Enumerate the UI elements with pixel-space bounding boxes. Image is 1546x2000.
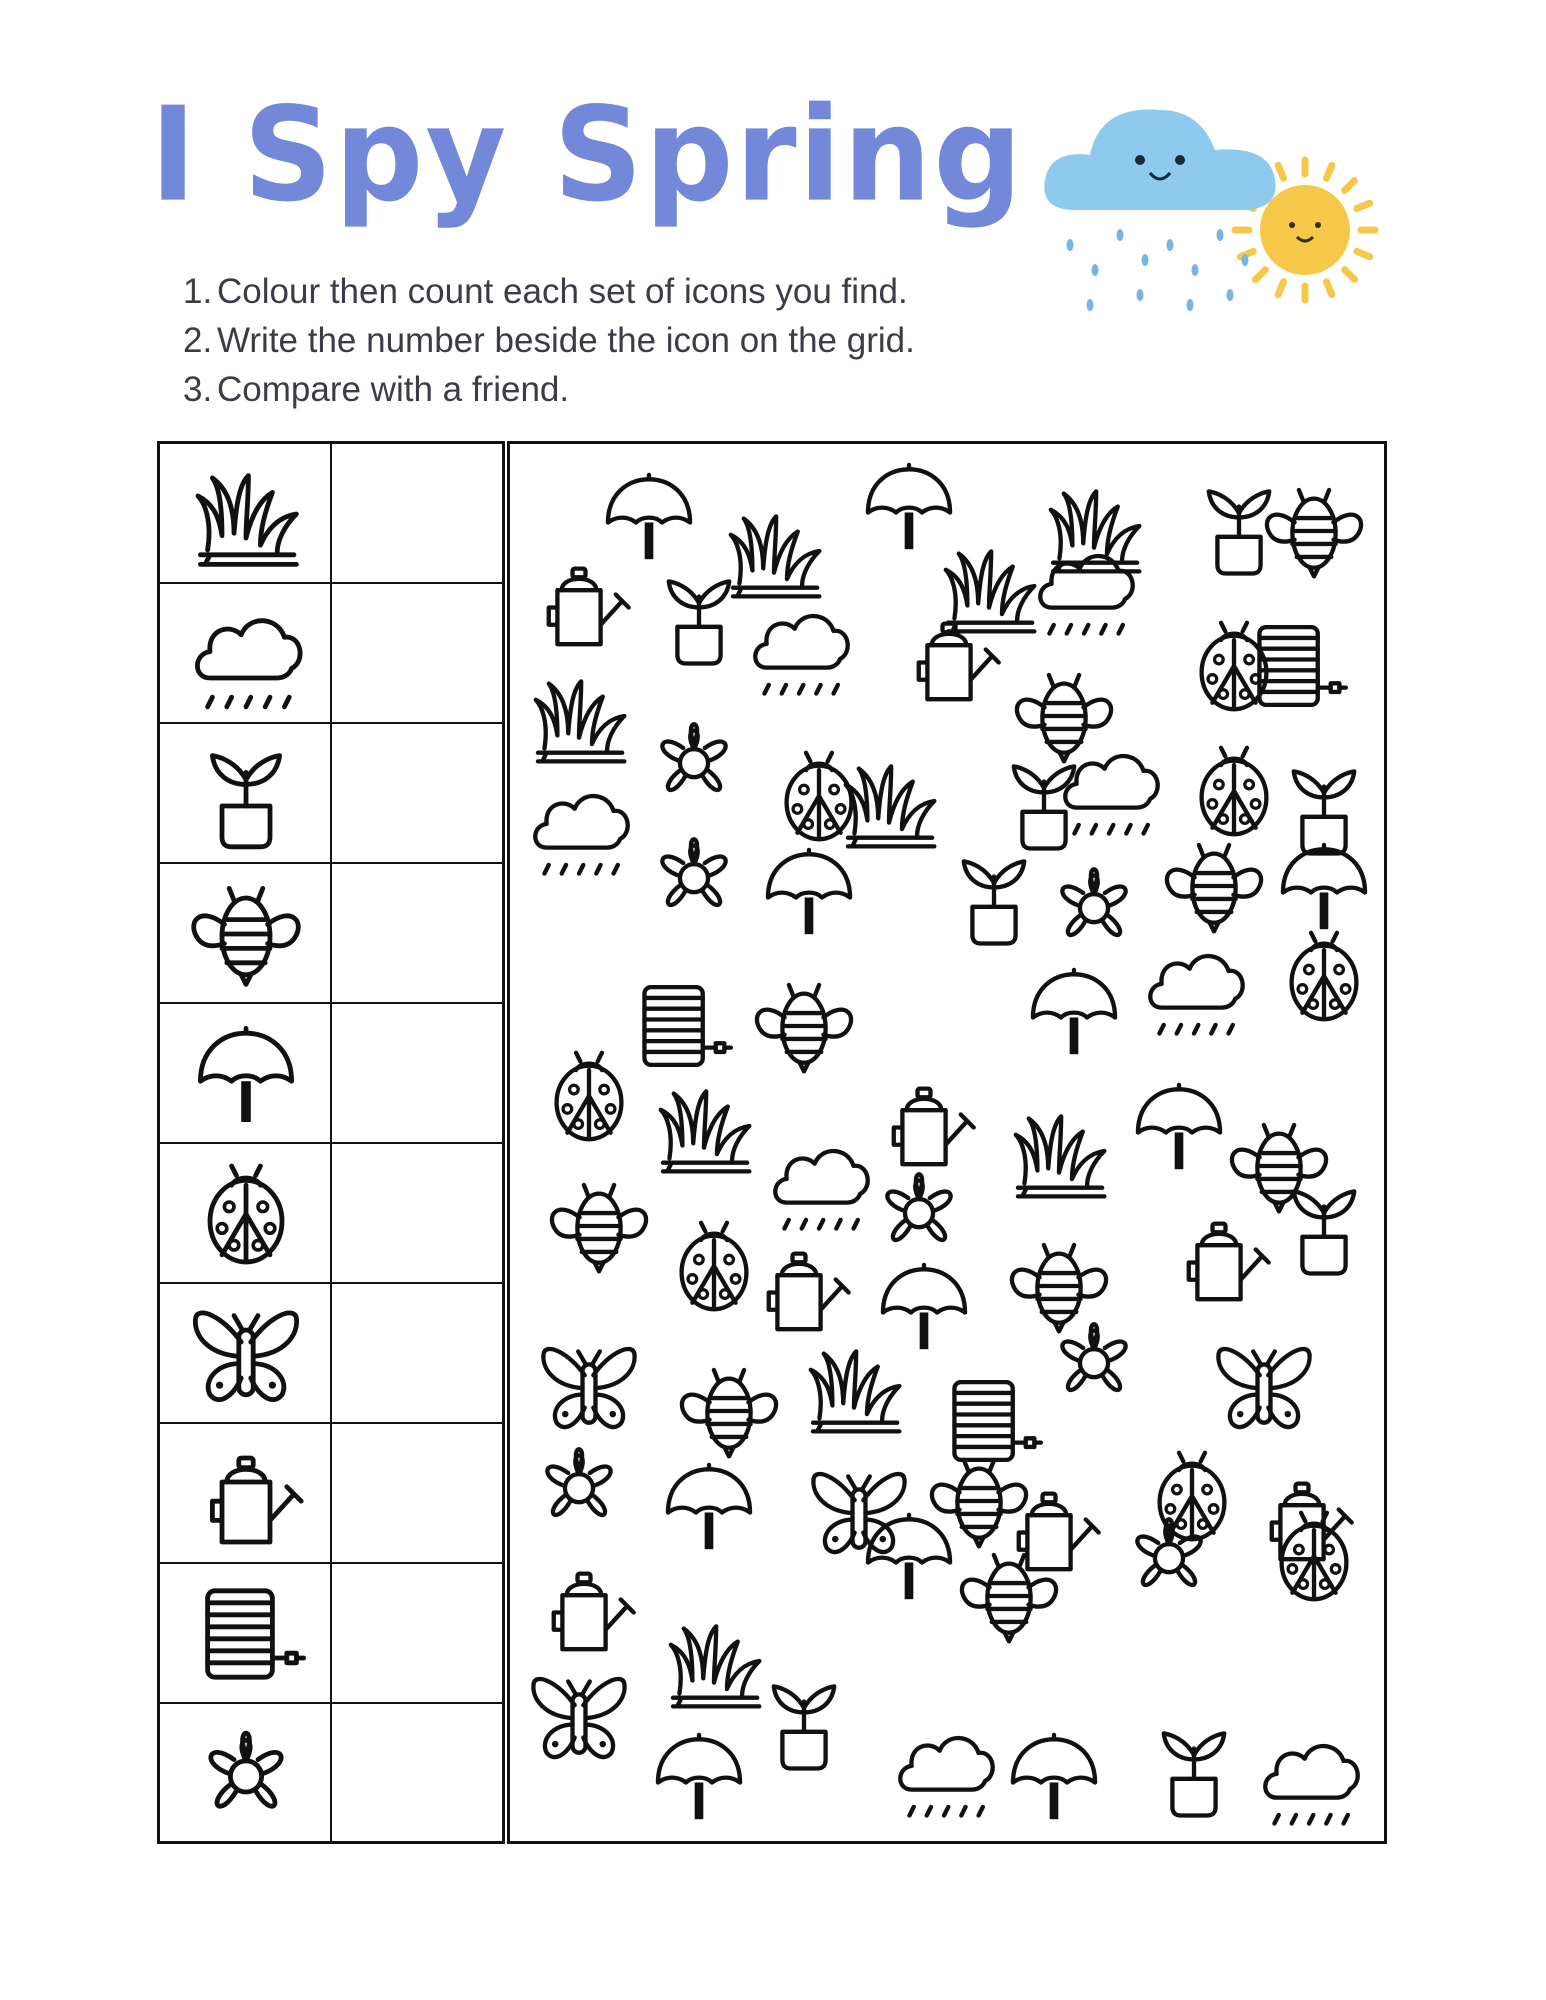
bee-icon (186, 874, 306, 994)
butterfly-icon (186, 1294, 306, 1414)
bee-icon[interactable] (545, 1172, 653, 1280)
key-icon-cell (160, 1424, 332, 1562)
count-answer-cell[interactable] (332, 1144, 502, 1282)
plant-icon[interactable] (1140, 1714, 1248, 1822)
umbrella-icon[interactable] (855, 1502, 963, 1610)
ladybug-icon (186, 1154, 306, 1274)
ladybug-icon[interactable] (1270, 922, 1378, 1030)
key-icon-cell (160, 1004, 332, 1142)
hose-icon[interactable] (1240, 612, 1348, 720)
instructions-list (183, 267, 915, 414)
watering-can-icon[interactable] (745, 1232, 853, 1340)
rain-cloud-icon[interactable] (1140, 932, 1248, 1040)
rain-cloud-icon[interactable] (890, 1714, 998, 1822)
key-row (160, 864, 502, 1004)
key-icon-cell (160, 864, 332, 1002)
key-icon-cell (160, 724, 332, 862)
flower-icon (186, 1714, 306, 1834)
count-answer-cell[interactable] (332, 584, 502, 722)
bee-icon[interactable] (750, 972, 858, 1080)
count-answer-cell[interactable] (332, 1704, 502, 1844)
plant-pot-icon (186, 734, 306, 854)
key-row (160, 1144, 502, 1284)
ladybug-icon[interactable] (535, 1042, 643, 1150)
count-answer-cell[interactable] (332, 1424, 502, 1562)
count-answer-cell[interactable] (332, 444, 502, 582)
flower-icon[interactable] (1040, 1307, 1148, 1415)
plant-icon[interactable] (750, 1667, 858, 1775)
umbrella-icon[interactable] (755, 837, 863, 945)
umbrella-icon[interactable] (1020, 957, 1128, 1065)
rain-cloud-icon[interactable] (745, 592, 853, 700)
umbrella-icon (186, 1014, 306, 1134)
flower-icon[interactable] (1040, 852, 1148, 960)
flower-icon[interactable] (640, 707, 748, 815)
butterfly-icon[interactable] (525, 1662, 633, 1770)
key-row (160, 1424, 502, 1564)
umbrella-icon[interactable] (645, 1722, 753, 1830)
key-row (160, 1704, 502, 1844)
watering-can-icon[interactable] (895, 602, 1003, 710)
key-row (160, 584, 502, 724)
key-icon-cell (160, 1144, 332, 1282)
flower-icon[interactable] (525, 1432, 633, 1540)
grass-icon[interactable] (1005, 1097, 1113, 1205)
watering-can-icon[interactable] (530, 1552, 638, 1660)
umbrella-icon[interactable] (655, 1452, 763, 1560)
hose-reel-icon (186, 1574, 306, 1694)
key-icon-cell (160, 1284, 332, 1422)
umbrella-icon[interactable] (1125, 1072, 1233, 1180)
ladybug-icon[interactable] (1260, 1502, 1368, 1610)
key-row (160, 1284, 502, 1424)
count-answer-cell[interactable] (332, 724, 502, 862)
bee-icon[interactable] (1160, 832, 1268, 940)
bee-icon[interactable] (675, 1357, 783, 1465)
watering-can-icon[interactable] (1165, 1202, 1273, 1310)
grass-icon[interactable] (800, 1332, 908, 1440)
rain-cloud-icon[interactable] (525, 772, 633, 880)
rain-cloud-icon (1044, 110, 1275, 311)
flower-icon[interactable] (865, 1157, 973, 1265)
grass-icon (186, 454, 306, 574)
key-table (157, 441, 505, 1844)
umbrella-icon[interactable] (1000, 1722, 1108, 1830)
key-icon-cell (160, 1564, 332, 1702)
plant-icon[interactable] (645, 562, 753, 670)
key-row (160, 1004, 502, 1144)
rain-cloud-icon[interactable] (765, 1127, 873, 1235)
plant-icon[interactable] (1270, 1172, 1378, 1280)
instruction-item: 2. Write the number beside the icon on the grid. (183, 321, 915, 360)
key-icon-cell (160, 1704, 332, 1844)
key-row (160, 724, 502, 864)
flower-icon[interactable] (640, 822, 748, 930)
bee-icon[interactable] (955, 1542, 1063, 1650)
watering-can-icon (186, 1434, 306, 1554)
key-icon-cell (160, 584, 332, 722)
count-answer-cell[interactable] (332, 864, 502, 1002)
rain-cloud-icon[interactable] (1030, 532, 1138, 640)
count-answer-cell[interactable] (332, 1564, 502, 1702)
grass-icon[interactable] (650, 1072, 758, 1180)
rain-cloud-icon (186, 594, 306, 714)
key-row (160, 444, 502, 584)
rain-cloud-icon[interactable] (1055, 732, 1163, 840)
plant-icon[interactable] (940, 842, 1048, 950)
search-area (507, 441, 1387, 1844)
watering-can-icon[interactable] (525, 547, 633, 655)
flower-icon[interactable] (1115, 1502, 1223, 1610)
count-answer-cell[interactable] (332, 1004, 502, 1142)
butterfly-icon[interactable] (535, 1332, 643, 1440)
rain-cloud-icon[interactable] (1255, 1722, 1363, 1830)
instruction-item: 3. Compare with a friend. (183, 370, 570, 409)
grass-icon[interactable] (525, 662, 633, 770)
instruction-item: 1. Colour then count each set of icons you find. (183, 272, 908, 311)
key-row (160, 1564, 502, 1704)
key-icon-cell (160, 444, 332, 582)
weather-illustration (1040, 85, 1400, 345)
worksheet-title: I Spy Spring (150, 79, 1025, 232)
count-answer-cell[interactable] (332, 1284, 502, 1422)
butterfly-icon[interactable] (1210, 1332, 1318, 1440)
bee-icon[interactable] (1260, 477, 1368, 585)
